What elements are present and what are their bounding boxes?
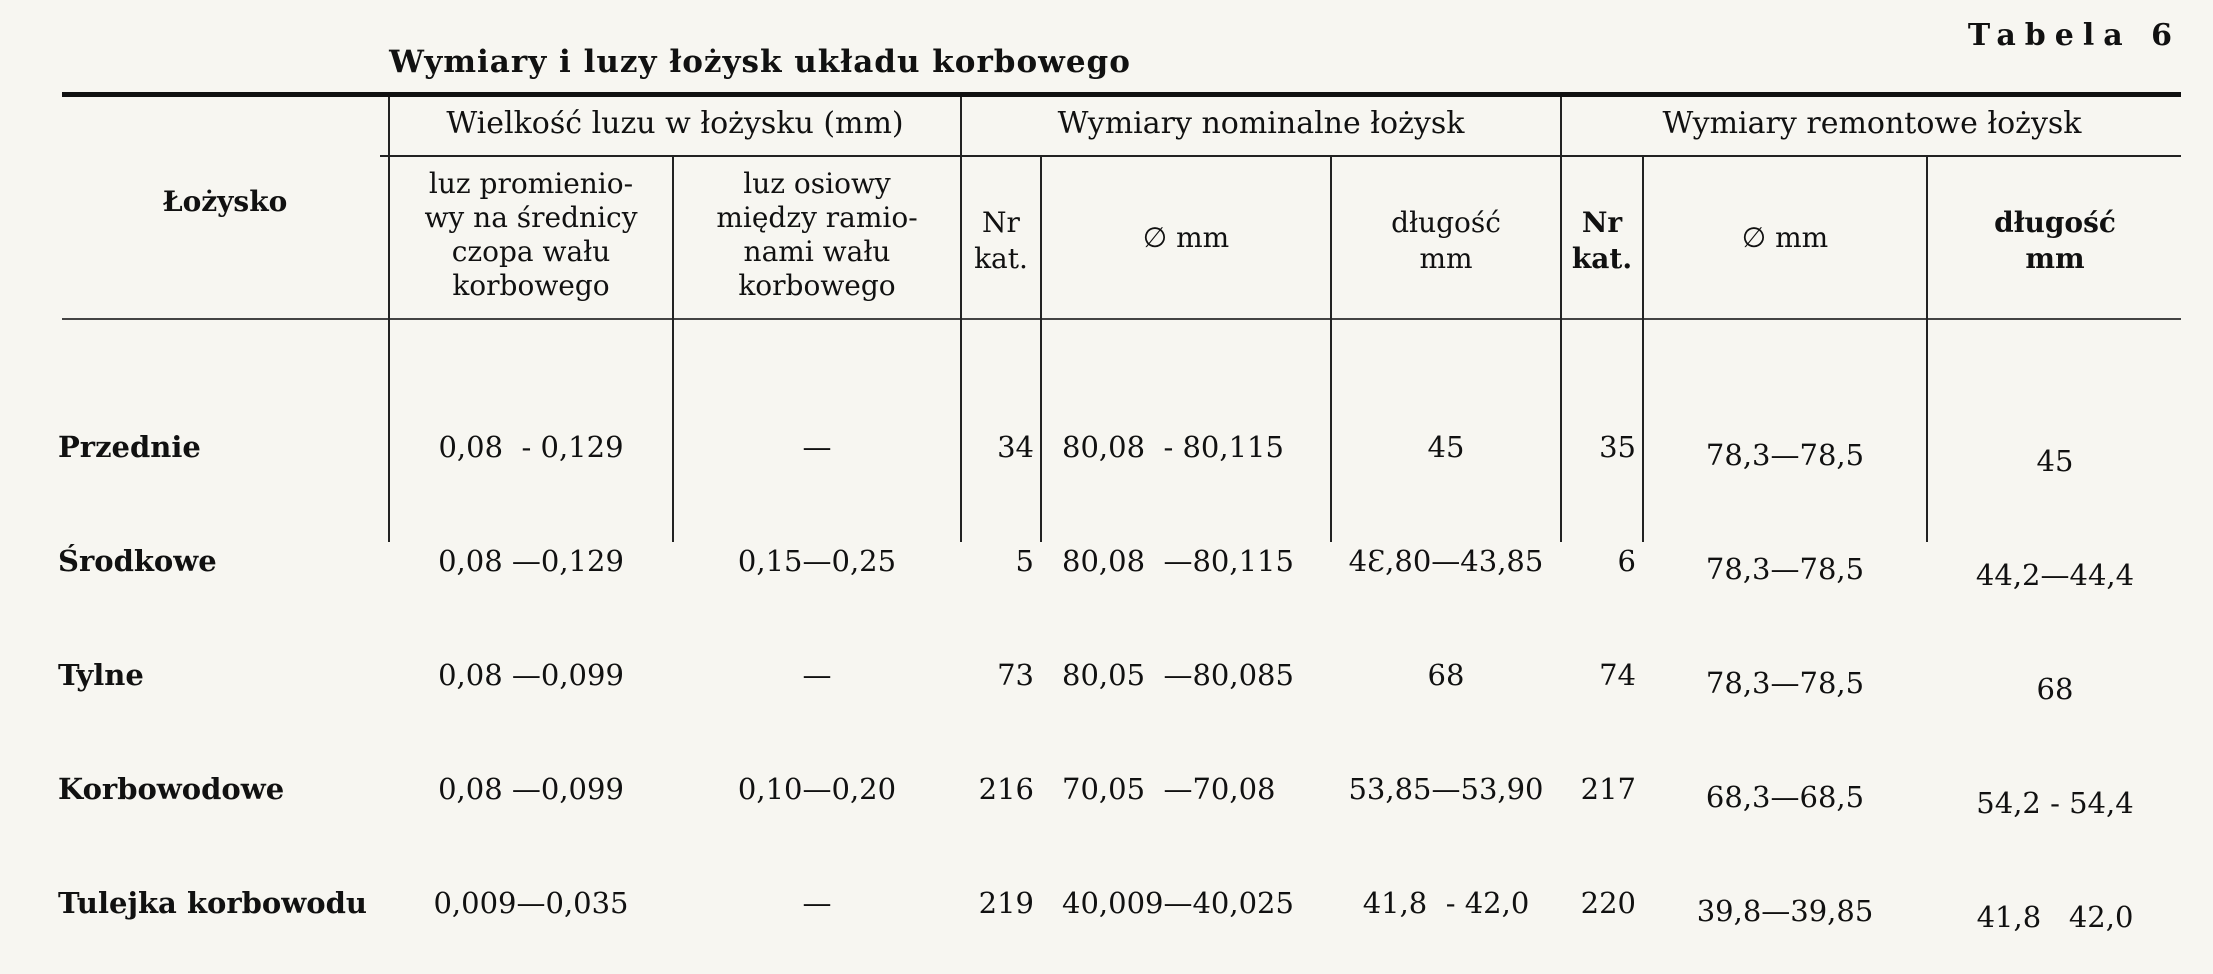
- nr-kat-line2: kat.: [974, 242, 1028, 275]
- divider-v4: [1040, 157, 1042, 542]
- cell-luz-prom: 0,009—0,035: [433, 886, 629, 920]
- nr-kat-r-line2: kat.: [1571, 242, 1633, 275]
- luz-prom-line1: luz promienio-: [428, 167, 634, 200]
- col-fi-remont: [1644, 360, 1926, 968]
- cell-nr-r: 35: [1599, 430, 1636, 464]
- header-luz-promieniowy: [390, 167, 672, 303]
- dlugosc-line1: długość: [1391, 206, 1501, 239]
- header-dlugosc-remont: [1928, 205, 2182, 277]
- luz-os-line2: między ramio-: [716, 201, 918, 234]
- cell-nr-r: 220: [1580, 886, 1636, 920]
- cell-dl-r: 41,8 42,0: [1976, 900, 2134, 934]
- col-lozysko: [58, 352, 388, 960]
- cell-dl: 41,8 - 42,0: [1362, 886, 1530, 920]
- col-nr-remont: [1562, 352, 1636, 960]
- cell-dl-r: 68: [2036, 672, 2074, 706]
- cell-luz-prom: 0,08 —0,099: [438, 772, 624, 806]
- luz-os-line3: nami wału: [743, 235, 891, 268]
- header-group-remont: Wymiary remontowe łożysk: [1662, 106, 2082, 141]
- cell-nr: 219: [978, 886, 1034, 920]
- cell-fi: 80,08 - 80,115: [1062, 430, 1284, 464]
- cell-nr-r: 74: [1599, 658, 1636, 692]
- row-name: Tulejka korbowodu: [58, 886, 367, 920]
- luz-os-line4: korbowego: [738, 269, 896, 302]
- cell-nr: 34: [997, 430, 1034, 464]
- cell-fi: 80,08 —80,115: [1062, 544, 1294, 578]
- col-dl: [1332, 352, 1560, 960]
- nr-kat-line1: Nr: [982, 206, 1020, 239]
- header-dlugosc: [1332, 205, 1560, 277]
- cell-dl: 68: [1427, 658, 1465, 692]
- table-title: Wymiary i luzy łożysk układu korbowego: [389, 44, 1131, 80]
- cell-luz-os: —: [802, 430, 832, 464]
- row-name: Środkowe: [58, 544, 217, 578]
- col-dl-remont: [1928, 366, 2182, 974]
- cell-luz-prom: 0,08 —0,099: [438, 658, 624, 692]
- cell-dl: 45: [1427, 430, 1465, 464]
- cell-luz-os: —: [802, 658, 832, 692]
- header-fi-mm: ∅ mm: [1142, 221, 1230, 254]
- header-group-luz: Wielkość luzu w łożysku (mm): [446, 106, 904, 141]
- dlugosc-line2: mm: [1419, 242, 1473, 275]
- header-nr-kat-remont: [1562, 205, 1642, 277]
- row-name: Korbowodowe: [58, 772, 285, 806]
- cell-luz-os: —: [802, 886, 832, 920]
- cell-nr: 216: [978, 772, 1034, 806]
- header-luz-osiowy: [674, 167, 960, 303]
- group-header-rule: [380, 155, 2181, 157]
- cell-dl-r: 45: [2036, 444, 2074, 478]
- luz-prom-line3: czopa wału: [451, 235, 611, 268]
- col-luz-os: [674, 352, 960, 960]
- cell-luz-prom: 0,08 - 0,129: [438, 430, 624, 464]
- dlugosc-r-line2: mm: [2025, 242, 2085, 275]
- col-fi: [1062, 352, 1330, 960]
- header-bottom-rule: [62, 318, 2181, 320]
- cell-nr: 73: [997, 658, 1034, 692]
- cell-luz-os: 0,10—0,20: [737, 772, 897, 806]
- cell-fi-r: 78,3—78,5: [1705, 666, 1865, 700]
- cell-fi: 70,05 —70,08: [1062, 772, 1276, 806]
- cell-fi-r: 39,8—39,85: [1696, 894, 1874, 928]
- cell-dl: 4Ɛ,80—43,85: [1348, 544, 1544, 578]
- cell-fi: 40,009—40,025: [1062, 886, 1294, 920]
- row-name: Tylne: [58, 658, 144, 692]
- header-lozysko: Łożysko: [162, 185, 288, 218]
- cell-luz-os: 0,15—0,25: [737, 544, 897, 578]
- luz-prom-line2: wy na średnicy: [424, 201, 638, 234]
- cell-nr: 5: [1015, 544, 1034, 578]
- top-rule: [62, 92, 2181, 97]
- dlugosc-r-line1: długość: [1994, 206, 2116, 239]
- cell-nr-r: 6: [1617, 544, 1636, 578]
- row-name: Przednie: [58, 430, 201, 464]
- luz-os-line1: luz osiowy: [743, 167, 891, 200]
- cell-fi-r: 78,3—78,5: [1705, 552, 1865, 586]
- nr-kat-r-line1: Nr: [1581, 206, 1623, 239]
- header-fi-mm-remont: ∅ mm: [1741, 221, 1829, 254]
- cell-fi: 80,05 —80,085: [1062, 658, 1294, 692]
- header-nr-kat: [962, 205, 1040, 277]
- luz-prom-line4: korbowego: [452, 269, 610, 302]
- cell-dl-r: 44,2—44,4: [1975, 558, 2135, 592]
- col-nr: [962, 352, 1034, 960]
- table-label: Tabela 6: [1967, 18, 2181, 53]
- cell-dl-r: 54,2 - 54,4: [1976, 786, 2134, 820]
- cell-fi-r: 78,3—78,5: [1705, 438, 1865, 472]
- cell-nr-r: 217: [1580, 772, 1636, 806]
- col-luz-prom: [390, 352, 672, 960]
- cell-luz-prom: 0,08 —0,129: [438, 544, 624, 578]
- header-group-nominal: Wymiary nominalne łożysk: [1057, 106, 1465, 141]
- cell-dl: 53,85—53,90: [1348, 772, 1544, 806]
- cell-fi-r: 68,3—68,5: [1705, 780, 1865, 814]
